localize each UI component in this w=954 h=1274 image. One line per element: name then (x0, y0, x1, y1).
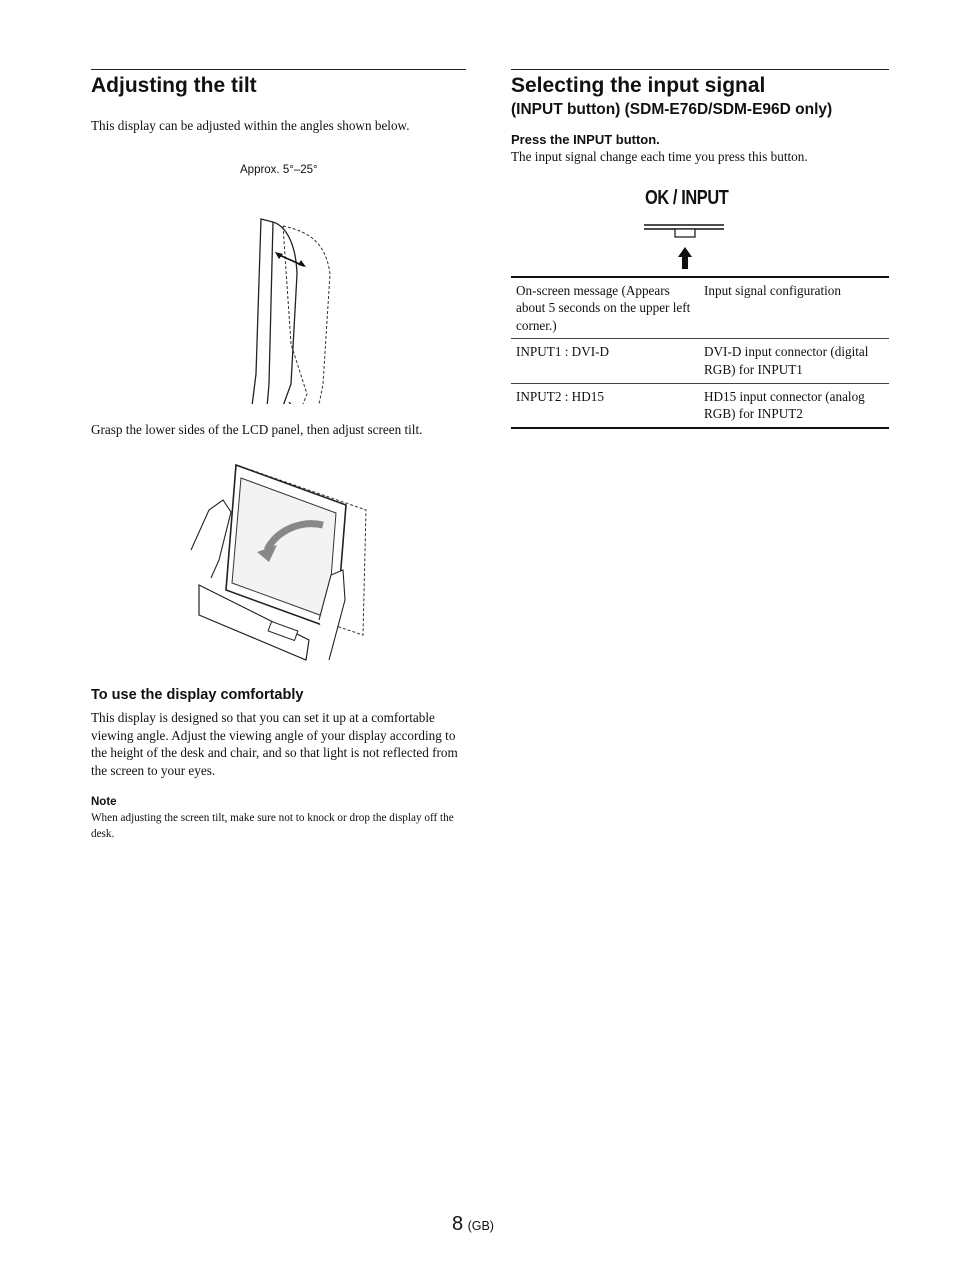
section-subtitle-input: (INPUT button) (SDM-E76D/SDM-E96D only) (511, 101, 833, 118)
comfort-text: This display is designed so that you can set it up at a comfortable viewing angle. Adjust the viewing angle of your display according to the height of the desk and chair, and so that light is not reflected from the screen to your eyes. (91, 710, 458, 778)
button-illustration (511, 166, 889, 276)
ok-input-button-label: OK / INPUT (645, 186, 729, 209)
left-column (91, 69, 466, 842)
grasp-instruction-text: Grasp the lower sides of the LCD panel, then adjust screen tilt. (91, 421, 423, 437)
table-header-cell: Input signal configuration (704, 282, 841, 298)
note-heading: Note (91, 795, 117, 808)
page-footer (452, 1213, 494, 1236)
note-text: When adjusting the screen tilt, make sure not to knock or drop the display off the desk. (91, 811, 454, 840)
table-row (511, 383, 889, 428)
table-header-cell: On-screen message (Appears about 5 seconds on the upper left corner.) (516, 282, 691, 333)
press-input-heading: Press the INPUT button. (511, 132, 660, 147)
section-rule (511, 69, 889, 70)
right-column (511, 69, 889, 429)
section-rule (91, 69, 466, 70)
table-cell: INPUT1 : DVI-D (516, 344, 610, 360)
table-row (511, 339, 889, 383)
page-number: 8 (452, 1213, 464, 1235)
press-input-text: The input signal change each time you press this button. (511, 149, 808, 164)
monitor-side-illustration (91, 174, 466, 404)
hands-tilting-illustration (91, 450, 466, 665)
section-title-input: Selecting the input signal (511, 74, 766, 97)
table-cell: HD15 input connector (analog RGB) for INPUT2 (704, 388, 865, 422)
input-button-figure (511, 166, 889, 276)
table-cell: INPUT2 : HD15 (516, 388, 604, 404)
comfort-heading: To use the display comfortably (91, 687, 304, 704)
tilt-hands-figure (91, 450, 466, 665)
tilt-intro-text: This display can be adjusted within the angles shown below. (91, 118, 410, 133)
tilt-angle-label: Approx. 5°–25° (240, 163, 318, 176)
up-arrow-icon (678, 247, 692, 269)
table-cell: DVI-D input connector (digital RGB) for INPUT1 (704, 344, 869, 377)
page-region: (GB) (467, 1219, 494, 1233)
tilt-angle-figure (91, 144, 466, 404)
section-title-tilt: Adjusting the tilt (91, 74, 257, 97)
input-signal-table (511, 276, 889, 429)
table-header-row (511, 277, 889, 339)
